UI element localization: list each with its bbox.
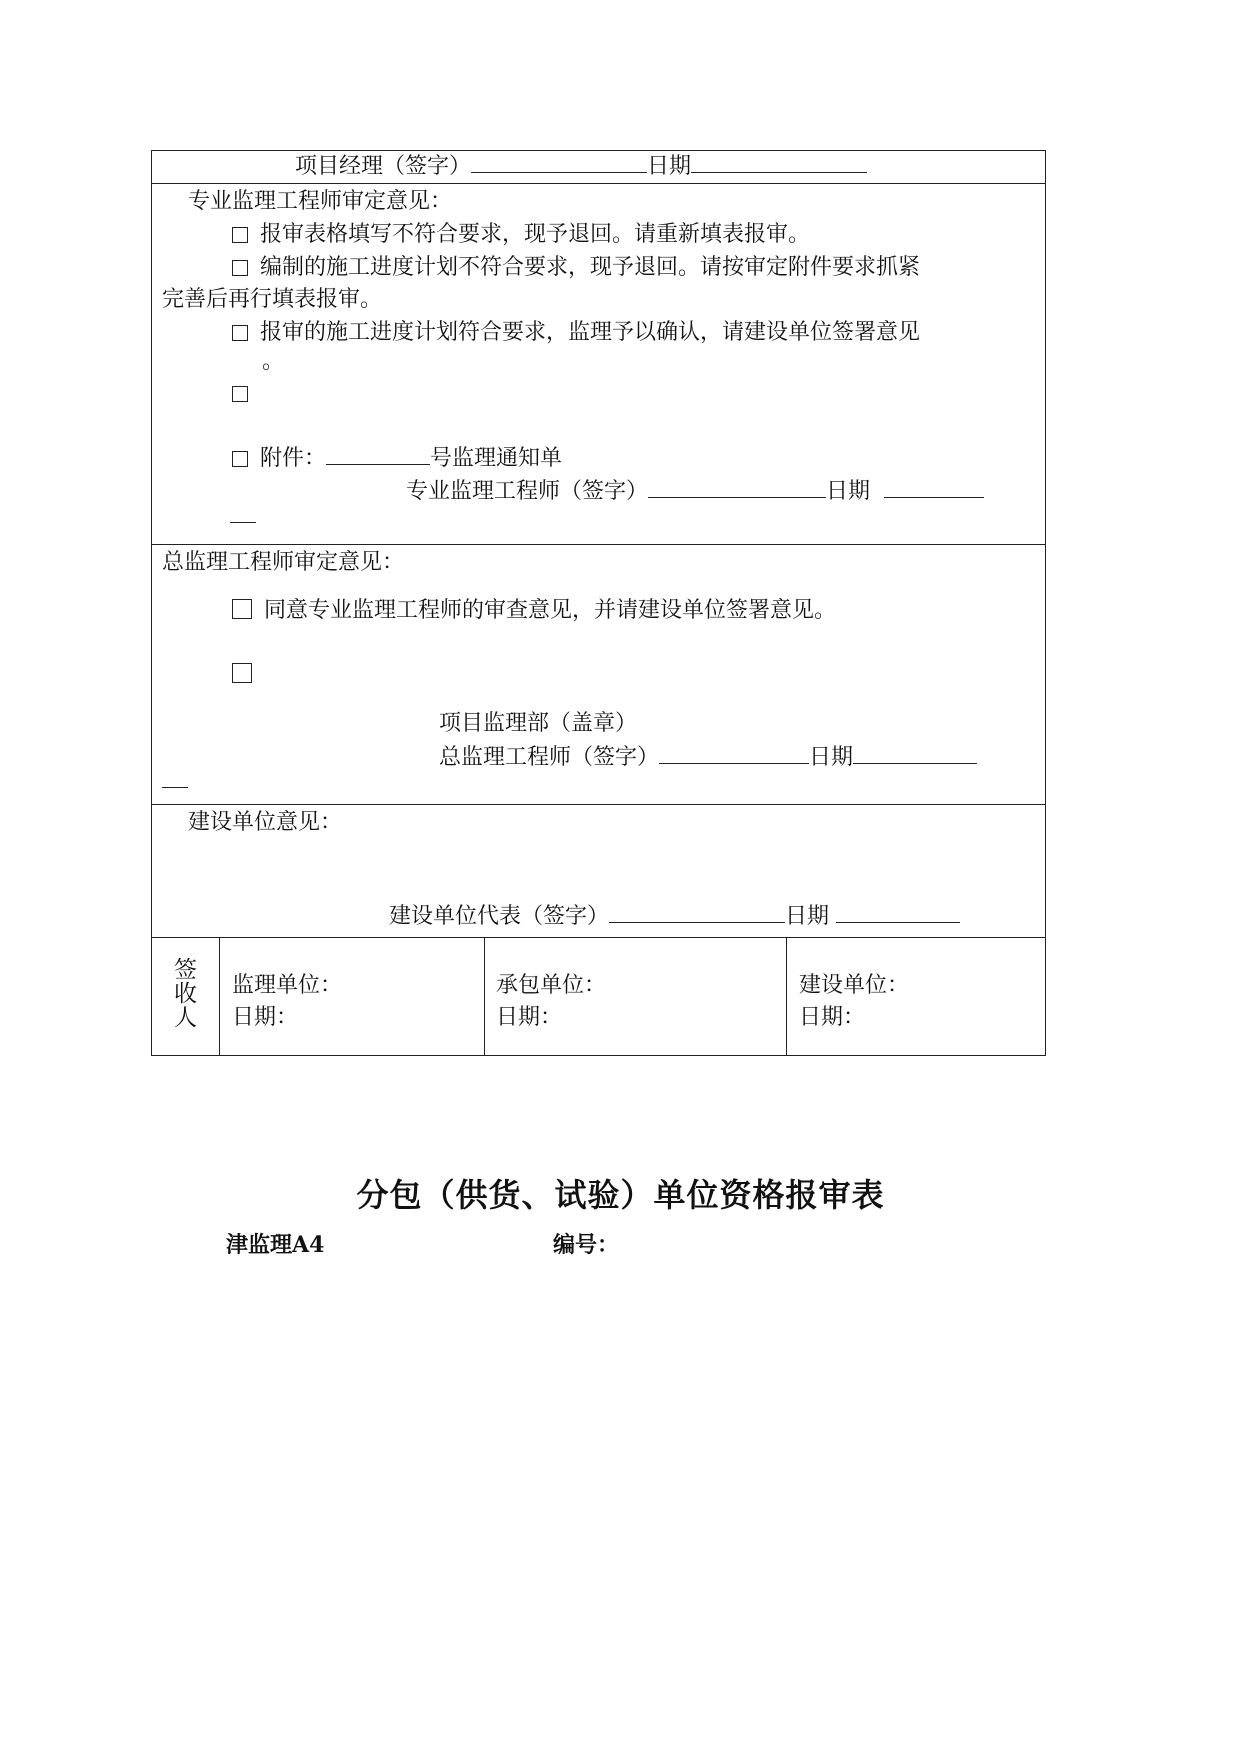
project-manager-sign-label: 项目经理（签字）	[295, 154, 472, 179]
receipt-row	[152, 938, 1046, 1056]
specialist-option-4	[232, 380, 260, 408]
contractor-date-label: 日期：	[496, 1005, 563, 1030]
specialist-option-1: 报审表格填写不符合要求，现予退回。请重新填表报审。	[232, 221, 810, 249]
chief-date-field-wrap-line	[162, 767, 188, 788]
receipt-supervision-cell	[220, 938, 485, 1056]
supervision-date-label: 日期：	[232, 1005, 299, 1030]
specialist-heading: 专业监理工程师审定意见：	[188, 189, 453, 214]
specialist-option-1-checkbox[interactable]	[232, 227, 248, 243]
specialist-review-section	[152, 184, 1046, 545]
owner-date-label: 日期：	[799, 1005, 866, 1030]
specialist-date-field-wrap	[230, 502, 256, 531]
project-manager-sign-field[interactable]	[471, 152, 647, 173]
specialist-date-label: 日期	[826, 479, 871, 504]
specialist-option-3-continued: 。	[262, 349, 285, 374]
project-manager-row	[152, 151, 1046, 184]
owner-opinion-section	[152, 805, 1046, 938]
chief-option-1-checkbox[interactable]	[232, 599, 252, 619]
specialist-attachment	[232, 444, 562, 473]
project-manager-date-field[interactable]	[691, 152, 867, 173]
specialist-attachment-checkbox[interactable]	[232, 451, 248, 467]
next-form-code: 津监理A4	[226, 1232, 325, 1258]
chief-option-2-checkbox[interactable]	[232, 663, 252, 683]
receipt-vertical-label: 签 收 人	[174, 957, 197, 1031]
specialist-option-3: 报审的施工进度计划符合要求，监理予以确认，请建设单位签署意见	[232, 319, 920, 347]
next-form-number-label: 编号：	[553, 1232, 620, 1258]
attachment-number-field[interactable]	[326, 444, 430, 465]
specialist-sign-label: 专业监理工程师（签字）	[406, 479, 649, 504]
specialist-option-2-continued: 完善后再行填表报审。	[162, 287, 383, 312]
chief-date-field[interactable]	[853, 743, 977, 764]
specialist-option-4-checkbox[interactable]	[232, 386, 248, 402]
specialist-sign-line	[406, 477, 984, 506]
specialist-option-2: 编制的施工进度计划不符合要求，现予退回。请按审定附件要求抓紧	[232, 254, 920, 282]
receipt-owner-cell	[787, 938, 1046, 1056]
chief-option-2	[232, 661, 264, 689]
chief-sign-field[interactable]	[659, 743, 809, 764]
owner-sign-field[interactable]	[609, 902, 785, 923]
specialist-sign-field[interactable]	[648, 477, 826, 498]
owner-unit-label: 建设单位：	[799, 973, 910, 998]
chief-review-section	[152, 545, 1046, 805]
contractor-unit-label: 承包单位：	[496, 973, 607, 998]
specialist-option-2-checkbox[interactable]	[232, 260, 248, 276]
owner-date-label: 日期	[785, 904, 830, 929]
specialist-date-field-wrap-line	[230, 502, 256, 523]
chief-option-1: 同意专业监理工程师的审查意见，并请建设单位签署意见。	[232, 597, 836, 625]
chief-date-label: 日期	[809, 745, 854, 770]
specialist-date-field[interactable]	[884, 477, 984, 498]
progress-plan-review-form	[151, 150, 1046, 1056]
supervision-dept-stamp-label: 项目监理部（盖章）	[439, 711, 638, 736]
project-manager-date-label: 日期	[647, 154, 692, 179]
specialist-option-3-checkbox[interactable]	[232, 325, 248, 341]
attachment-label: 附件：	[260, 446, 327, 471]
owner-date-field[interactable]	[836, 902, 960, 923]
receipt-label-cell	[152, 938, 220, 1056]
next-form-title: 分包（供货、试验）单位资格报审表	[356, 1176, 885, 1214]
chief-date-field-wrap	[162, 767, 188, 796]
chief-heading: 总监理工程师审定意见：	[162, 550, 405, 575]
owner-sign-label: 建设单位代表（签字）	[389, 904, 610, 929]
receipt-contractor-cell	[485, 938, 787, 1056]
attachment-suffix: 号监理通知单	[430, 446, 563, 471]
owner-sign-line	[389, 902, 960, 931]
owner-heading: 建设单位意见：	[188, 810, 343, 835]
chief-sign-line	[439, 743, 977, 772]
chief-sign-label: 总监理工程师（签字）	[439, 745, 660, 770]
supervision-unit-label: 监理单位：	[232, 973, 343, 998]
